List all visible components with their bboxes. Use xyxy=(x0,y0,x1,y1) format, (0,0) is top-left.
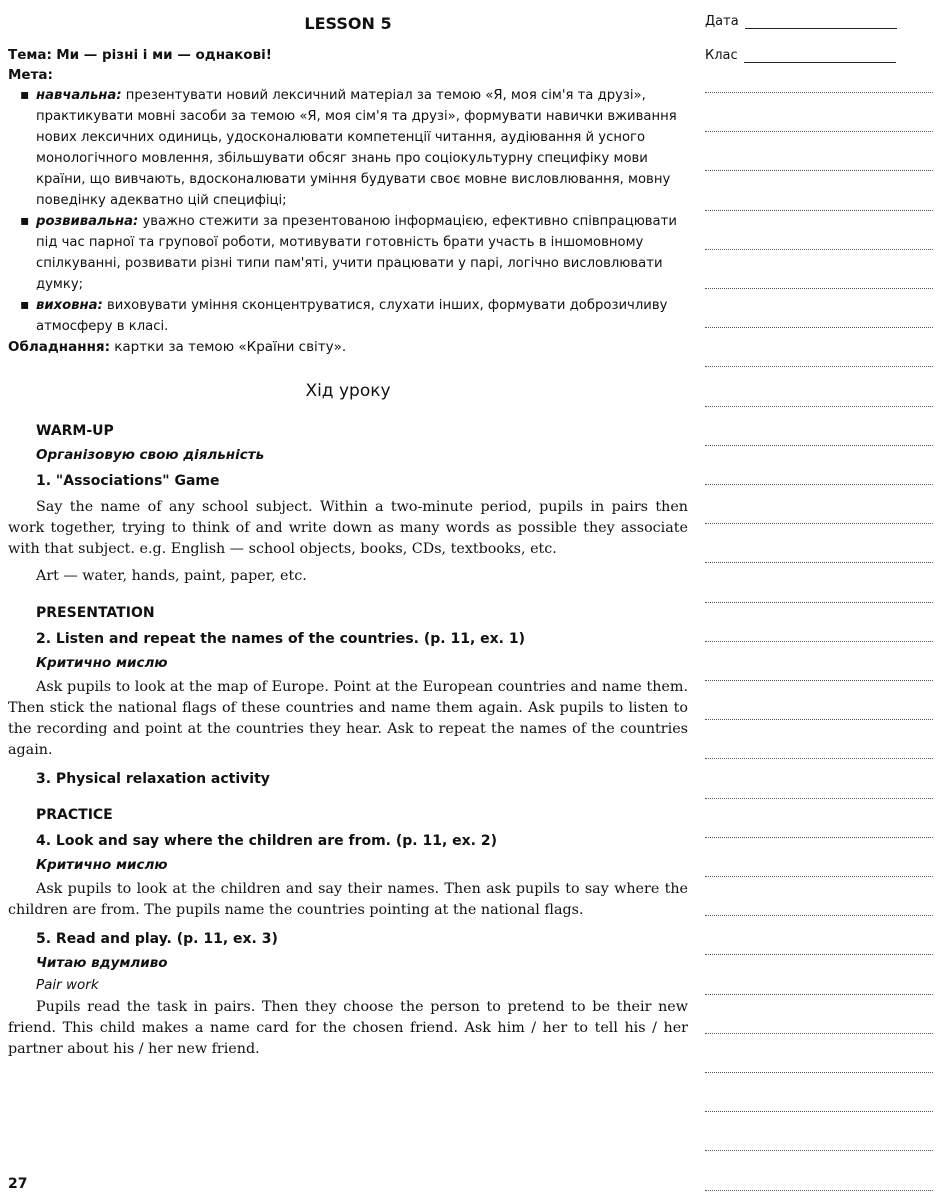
note-line[interactable] xyxy=(705,92,933,93)
skill-task-5: Читаю вдумливо xyxy=(36,955,168,971)
class-field xyxy=(705,48,896,63)
note-line[interactable] xyxy=(705,210,933,211)
equipment-line xyxy=(8,337,688,357)
note-line[interactable] xyxy=(705,602,933,603)
note-line[interactable] xyxy=(705,915,933,916)
note-line[interactable] xyxy=(705,484,933,485)
date-line[interactable] xyxy=(745,15,897,29)
equipment-label: Обладнання: xyxy=(8,339,110,355)
task-2-text: Ask pupils to look at the map of Europe. Point at the European countries and name them. Then stick the national flags of these countries and name them again. Ask pupils to listen to the recording and point at the countries they hear. Ask to repeat the names of the countries again. xyxy=(8,679,688,758)
note-line[interactable] xyxy=(705,641,933,642)
goals-list xyxy=(8,85,688,337)
skill-warmup: Організовую свою діяльність xyxy=(36,447,265,463)
note-line[interactable] xyxy=(705,719,933,720)
section-warmup: WARM-UP xyxy=(36,423,114,439)
note-line[interactable] xyxy=(705,445,933,446)
notes-sidebar xyxy=(705,0,940,1200)
note-line[interactable] xyxy=(705,131,933,132)
skill-task-2: Критично мислю xyxy=(36,655,168,671)
course-title: Хід уроку xyxy=(305,381,391,401)
lesson-plan xyxy=(8,6,688,1066)
goal-label-developmental: розвивальна: xyxy=(36,214,139,229)
note-line[interactable] xyxy=(705,1150,933,1151)
skill-task-4: Критично мислю xyxy=(36,857,168,873)
task-5-title: 5. Read and play. (p. 11, ex. 3) xyxy=(36,931,278,947)
task-5-text: Pupils read the task in pairs. Then they choose the person to pretend to be their new friend. This child makes a name card for the chosen friend. Ask him / her to tell his / her partner about his / her new friend. xyxy=(8,999,688,1057)
goal-text-educational: презентувати новий лексичний матеріал за темою «Я, моя сім'я та друзі», практикувати мовні засоби за темою «Я, моя сім'я та друзі», формувати навички вживання нових лексичних одиниць, удосконалювати компетенції читання, аудіювання й усного монологічного мовлення, збільшувати обсяг знань про соціокультурну специфіку мови країни, що вивчають, вдосконалювати уміння будувати своє мовне висловлювання, мовну поведінку адекватно цій специфіці; xyxy=(36,88,677,208)
note-line[interactable] xyxy=(705,406,933,407)
goal-label-educational: навчальна: xyxy=(36,88,122,103)
task-1-text: Say the name of any school subject. Within a two-minute period, pupils in pairs then work together, trying to think of and write down as many words as possible they associate with that subject. e.g. English — school objects, books, CDs, textbooks, etc. xyxy=(8,499,688,557)
note-line[interactable] xyxy=(705,366,933,367)
goal-label-text: Мета: xyxy=(8,67,53,83)
work-mode: Pair work xyxy=(36,977,99,993)
note-line[interactable] xyxy=(705,170,933,171)
note-line[interactable] xyxy=(705,288,933,289)
goal-text-upbringing: виховувати уміння сконцентруватися, слухати інших, формувати доброзичливу атмосферу в класі. xyxy=(36,298,668,334)
goal-item-developmental xyxy=(24,211,688,295)
note-line[interactable] xyxy=(705,249,933,250)
date-field xyxy=(705,14,897,29)
note-line[interactable] xyxy=(705,798,933,799)
lesson-title: LESSON 5 xyxy=(304,14,392,33)
note-line[interactable] xyxy=(705,954,933,955)
equipment-text: картки за темою «Країни світу». xyxy=(109,339,347,355)
theme-label: Тема: xyxy=(8,47,52,63)
note-line[interactable] xyxy=(705,837,933,838)
note-line[interactable] xyxy=(705,1072,933,1073)
note-line[interactable] xyxy=(705,876,933,877)
task-4-title: 4. Look and say where the children are from. (p. 11, ex. 2) xyxy=(36,833,498,849)
note-line[interactable] xyxy=(705,758,933,759)
goal-item-educational xyxy=(24,85,688,211)
note-line[interactable] xyxy=(705,680,933,681)
note-line[interactable] xyxy=(705,327,933,328)
class-label: Клас xyxy=(705,48,738,63)
note-line[interactable] xyxy=(705,523,933,524)
note-line[interactable] xyxy=(705,994,933,995)
note-line[interactable] xyxy=(705,1190,933,1191)
theme-line xyxy=(8,45,688,65)
goal-label xyxy=(8,65,688,85)
note-line[interactable] xyxy=(705,562,933,563)
goal-label-upbringing: виховна: xyxy=(36,298,103,313)
goal-text-developmental: уважно стежити за презентованою інформацією, ефективно співпрацювати під час парної та групової роботи, мотивувати готовність брати участь в іншомовному спілкуванні, розвивати різні типи пам'яті, учити працювати у парі, логічно висловлювати думку; xyxy=(36,214,677,292)
section-practice: PRACTICE xyxy=(36,807,113,823)
task-1-title: 1. "Associations" Game xyxy=(36,473,220,489)
goal-item-upbringing xyxy=(24,295,688,337)
task-1-example: Art — water, hands, paint, paper, etc. xyxy=(36,568,307,584)
task-4-text: Ask pupils to look at the children and say their names. Then ask pupils to say where the children are from. The pupils name the countries pointing at the national flags. xyxy=(8,881,688,918)
theme-text: Ми — різні і ми — однакові! xyxy=(56,47,272,63)
task-2-title: 2. Listen and repeat the names of the countries. (p. 11, ex. 1) xyxy=(36,631,526,647)
note-line[interactable] xyxy=(705,1111,933,1112)
task-3-title: 3. Physical relaxation activity xyxy=(36,771,270,787)
section-presentation: PRESENTATION xyxy=(36,605,155,621)
class-line[interactable] xyxy=(744,49,896,63)
note-line[interactable] xyxy=(705,1033,933,1034)
date-label: Дата xyxy=(705,14,739,29)
page-number: 27 xyxy=(8,1176,28,1192)
